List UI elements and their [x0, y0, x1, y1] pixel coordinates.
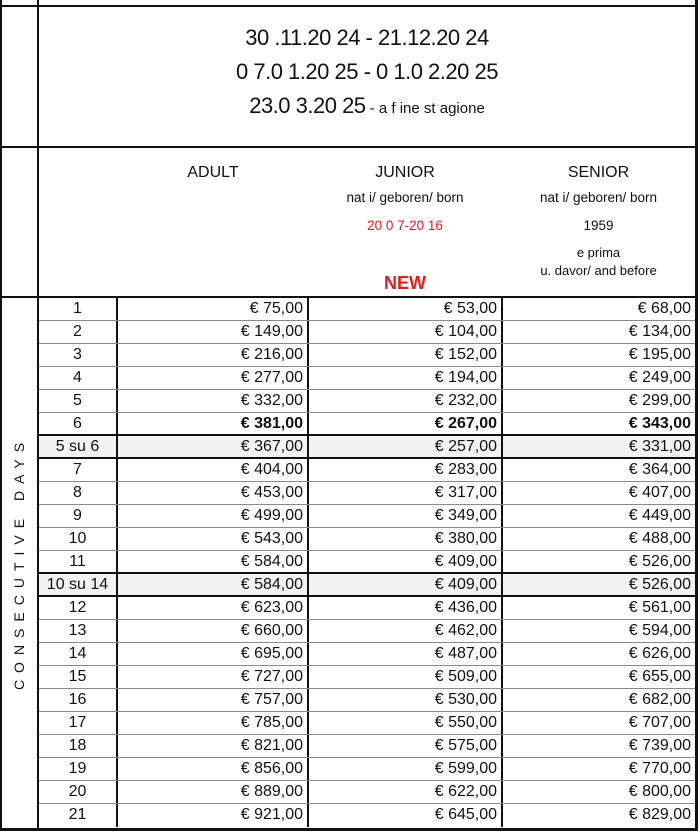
consecutive-days-label [2, 298, 37, 828]
adult-price-cell: € 277,00 [118, 367, 309, 389]
day-cell: 16 [39, 689, 118, 711]
table-row [39, 413, 695, 436]
day-cell: 17 [39, 712, 118, 734]
table-row [39, 505, 695, 528]
adult-price-cell: € 543,00 [118, 528, 309, 550]
day-cell: 6 [39, 413, 118, 434]
senior-price-cell: € 449,00 [628, 507, 691, 524]
adult-price-cell: € 404,00 [118, 459, 309, 481]
junior-price-cell: € 599,00 [309, 758, 503, 780]
junior-price-cell: € 380,00 [309, 528, 503, 550]
adult-price-cell: € 216,00 [118, 344, 309, 366]
junior-title: JUNIOR [375, 164, 435, 181]
junior-birth-years: 20 0 7-20 16 [367, 218, 443, 233]
day-cell: 2 [39, 321, 118, 343]
senior-price-cell: € 561,00 [628, 599, 691, 616]
adult-price-cell: € 727,00 [118, 666, 309, 688]
table-row [39, 689, 695, 712]
price-table [39, 298, 695, 827]
junior-price-cell: € 283,00 [309, 459, 503, 481]
junior-born-label: nat i/ geboren/ born [346, 190, 464, 205]
day-cell: 1 [39, 298, 118, 320]
adult-price-cell: € 381,00 [118, 413, 309, 434]
junior-price-cell: € 194,00 [309, 367, 503, 389]
day-cell: 5 [39, 390, 118, 412]
adult-price-cell: € 821,00 [118, 735, 309, 757]
adult-price-cell: € 584,00 [118, 551, 309, 572]
adult-price-cell: € 367,00 [118, 436, 309, 457]
day-cell: 4 [39, 367, 118, 389]
table-row [39, 482, 695, 505]
junior-price-cell: € 436,00 [309, 597, 503, 619]
table-row [39, 436, 695, 459]
junior-price-cell: € 622,00 [309, 781, 503, 803]
adult-price-cell: € 660,00 [118, 620, 309, 642]
senior-price-cell: € 343,00 [628, 415, 691, 432]
adult-price-cell: € 623,00 [118, 597, 309, 619]
day-cell: 7 [39, 459, 118, 481]
senior-price-cell: € 594,00 [628, 622, 691, 639]
junior-price-cell: € 462,00 [309, 620, 503, 642]
adult-title: ADULT [187, 164, 239, 181]
day-cell: 18 [39, 735, 118, 757]
date-range-2 [39, 55, 695, 89]
day-cell: 13 [39, 620, 118, 642]
adult-price-cell: € 921,00 [118, 804, 309, 827]
adult-price-cell: € 584,00 [118, 574, 309, 595]
senior-price-cell: € 68,00 [637, 300, 691, 317]
senior-before: u. davor/ and before [540, 263, 657, 278]
adult-price-cell: € 332,00 [118, 390, 309, 412]
table-row [39, 367, 695, 390]
day-cell: 11 [39, 551, 118, 572]
day-cell: 10 su 14 [39, 574, 118, 595]
adult-price-cell: € 453,00 [118, 482, 309, 504]
table-row [39, 390, 695, 413]
table-row [39, 321, 695, 344]
senior-birth-year: 1959 [583, 218, 614, 233]
table-row [39, 735, 695, 758]
day-cell: 19 [39, 758, 118, 780]
senior-born-label: nat i/ geboren/ born [539, 190, 658, 205]
senior-price-cell: € 407,00 [628, 484, 691, 501]
season-dates [39, 7, 695, 146]
column-header-senior [502, 148, 695, 296]
adult-price-cell: € 695,00 [118, 643, 309, 665]
day-cell: 15 [39, 666, 118, 688]
senior-price-cell: € 195,00 [628, 346, 691, 363]
junior-price-cell: € 317,00 [309, 482, 503, 504]
senior-price-cell: € 526,00 [503, 574, 695, 595]
day-cell: 8 [39, 482, 118, 504]
senior-price-cell: € 626,00 [628, 645, 691, 662]
day-cell: 3 [39, 344, 118, 366]
junior-price-cell: € 267,00 [309, 413, 503, 434]
day-cell: 20 [39, 781, 118, 803]
table-row [39, 574, 695, 597]
senior-price-cell: € 770,00 [628, 760, 691, 777]
junior-price-cell: € 409,00 [309, 574, 503, 595]
junior-price-cell: € 409,00 [309, 551, 503, 572]
table-row [39, 643, 695, 666]
senior-price-cell: € 299,00 [628, 392, 691, 409]
junior-price-cell: € 645,00 [309, 804, 503, 827]
senior-price-cell: € 829,00 [628, 806, 691, 823]
junior-price-cell: € 152,00 [309, 344, 503, 366]
senior-price-cell: € 249,00 [628, 369, 691, 386]
adult-price-cell: € 856,00 [118, 758, 309, 780]
date-range-text: 30 .11.20 24 - 21.12.20 24 [245, 25, 489, 50]
date-range-text: 23.0 3.20 25 [249, 93, 366, 118]
side-label-text: CONSECUTIVE DAYS [11, 435, 28, 691]
adult-price-cell: € 75,00 [118, 298, 309, 320]
senior-price-cell: € 364,00 [628, 461, 691, 478]
table-row [39, 804, 695, 827]
table-row [39, 781, 695, 804]
table-row [39, 459, 695, 482]
date-range-1 [39, 21, 695, 55]
senior-price-cell: € 488,00 [628, 530, 691, 547]
table-row [39, 666, 695, 689]
senior-price-cell: € 739,00 [628, 737, 691, 754]
new-badge: NEW [384, 273, 426, 293]
junior-price-cell: € 104,00 [309, 321, 503, 343]
table-row [39, 344, 695, 367]
junior-price-cell: € 232,00 [309, 390, 503, 412]
adult-price-cell: € 499,00 [118, 505, 309, 527]
adult-price-cell: € 889,00 [118, 781, 309, 803]
junior-price-cell: € 257,00 [309, 436, 503, 457]
frame-line-right [695, 0, 698, 830]
column-header-adult [118, 148, 308, 296]
junior-price-cell: € 53,00 [309, 298, 503, 320]
senior-prima: e prima [576, 245, 621, 260]
day-cell: 10 [39, 528, 118, 550]
column-header-junior [308, 148, 502, 296]
adult-price-cell: € 785,00 [118, 712, 309, 734]
table-row [39, 620, 695, 643]
table-row [39, 758, 695, 781]
senior-price-cell: € 682,00 [628, 691, 691, 708]
senior-title: SENIOR [567, 164, 630, 181]
senior-price-cell: € 655,00 [628, 668, 691, 685]
table-row [39, 528, 695, 551]
junior-price-cell: € 530,00 [309, 689, 503, 711]
day-cell: 5 su 6 [39, 436, 118, 457]
table-row [39, 712, 695, 735]
senior-price-cell: € 331,00 [503, 436, 695, 457]
junior-price-cell: € 509,00 [309, 666, 503, 688]
table-row [39, 597, 695, 620]
senior-price-cell: € 800,00 [628, 783, 691, 800]
junior-price-cell: € 487,00 [309, 643, 503, 665]
day-cell: 12 [39, 597, 118, 619]
senior-price-cell: € 526,00 [628, 553, 691, 570]
day-cell: 14 [39, 643, 118, 665]
date-range-text: 0 7.0 1.20 25 - 0 1.0 2.20 25 [236, 59, 498, 84]
senior-price-cell: € 707,00 [628, 714, 691, 731]
table-row [39, 551, 695, 574]
junior-price-cell: € 550,00 [309, 712, 503, 734]
table-row [39, 298, 695, 321]
junior-price-cell: € 575,00 [309, 735, 503, 757]
bottom-rule [0, 828, 698, 831]
senior-price-cell: € 134,00 [628, 323, 691, 340]
adult-price-cell: € 757,00 [118, 689, 309, 711]
junior-price-cell: € 349,00 [309, 505, 503, 527]
day-cell: 21 [39, 804, 118, 827]
day-cell: 9 [39, 505, 118, 527]
date-range-suffix: - a f ine st agione [365, 100, 485, 117]
date-range-3 [39, 89, 695, 123]
adult-price-cell: € 149,00 [118, 321, 309, 343]
